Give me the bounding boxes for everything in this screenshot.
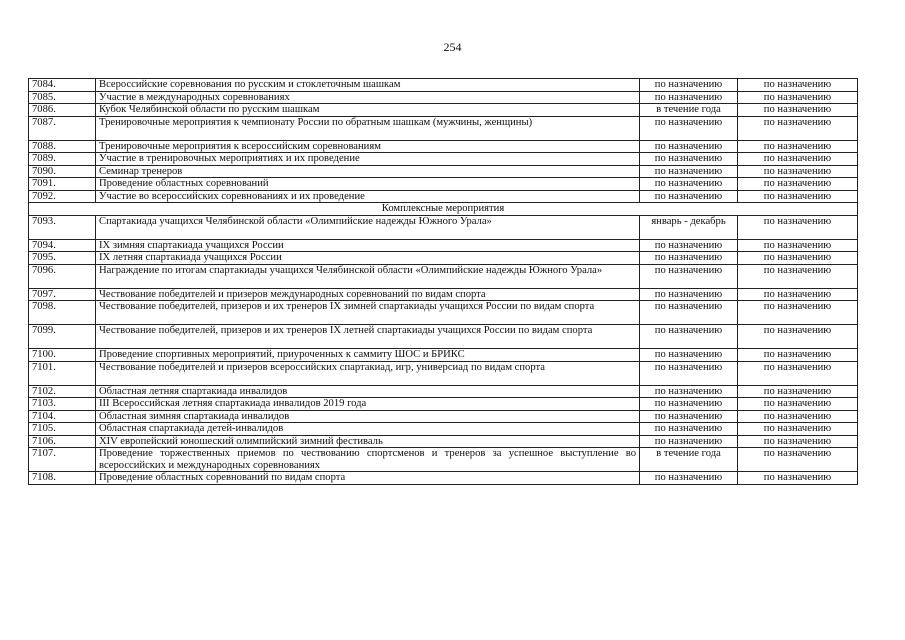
- table-row: [29, 288, 858, 301]
- row-number: 7104.: [29, 410, 96, 423]
- row-term: по назначению: [640, 165, 738, 178]
- row-funding-term: по назначению: [738, 288, 858, 301]
- row-title: XIV европейский юношеский олимпийский зимний фестиваль: [96, 435, 640, 448]
- row-term: по назначению: [640, 190, 738, 203]
- row-term: по назначению: [640, 153, 738, 166]
- table-row: [29, 398, 858, 411]
- row-number: 7096.: [29, 264, 96, 288]
- row-title: Участие в международных соревнованиях: [96, 91, 640, 104]
- row-number: 7107.: [29, 448, 96, 472]
- row-term: по назначению: [640, 398, 738, 411]
- row-term: по назначению: [640, 91, 738, 104]
- row-number: 7088.: [29, 140, 96, 153]
- table-row: [29, 325, 858, 349]
- row-term: по назначению: [640, 140, 738, 153]
- table-row: [29, 116, 858, 140]
- row-funding-term: по назначению: [738, 190, 858, 203]
- table-row: [29, 104, 858, 117]
- table-row: [29, 79, 858, 92]
- row-title: IX зимняя спартакиада учащихся России: [96, 239, 640, 252]
- row-number: 7084.: [29, 79, 96, 92]
- row-number: 7086.: [29, 104, 96, 117]
- row-funding-term: по назначению: [738, 140, 858, 153]
- table-row: [29, 472, 858, 485]
- page-number: 254: [443, 40, 462, 54]
- section-header-row: [29, 203, 858, 216]
- row-number: 7090.: [29, 165, 96, 178]
- row-funding-term: по назначению: [738, 91, 858, 104]
- row-funding-term: по назначению: [738, 239, 858, 252]
- row-funding-term: по назначению: [738, 178, 858, 191]
- row-title: Чествование победителей и призеров международных соревнований по видам спорта: [96, 288, 640, 301]
- row-title: Кубок Челябинской области по русским шашкам: [96, 104, 640, 117]
- row-funding-term: по назначению: [738, 448, 858, 472]
- table-row: [29, 361, 858, 385]
- row-funding-term: по назначению: [738, 349, 858, 362]
- row-term: по назначению: [640, 264, 738, 288]
- row-term: по назначению: [640, 349, 738, 362]
- row-number: 7092.: [29, 190, 96, 203]
- table-row: [29, 385, 858, 398]
- row-funding-term: по назначению: [738, 165, 858, 178]
- row-term: по назначению: [640, 423, 738, 436]
- events-table: [28, 78, 858, 485]
- row-funding-term: по назначению: [738, 215, 858, 239]
- row-term: по назначению: [640, 325, 738, 349]
- row-funding-term: по назначению: [738, 423, 858, 436]
- row-term: по назначению: [640, 116, 738, 140]
- table-row: [29, 91, 858, 104]
- row-number: 7108.: [29, 472, 96, 485]
- row-funding-term: по назначению: [738, 252, 858, 265]
- row-title: Награждение по итогам спартакиады учащихся Челябинской области «Олимпийские надежды Южного Урала»: [96, 264, 640, 288]
- row-term: по назначению: [640, 435, 738, 448]
- row-title: IX летняя спартакиада учащихся России: [96, 252, 640, 265]
- row-title: Всероссийские соревнования по русским и стоклеточным шашкам: [96, 79, 640, 92]
- row-funding-term: по назначению: [738, 325, 858, 349]
- row-number: 7097.: [29, 288, 96, 301]
- row-number: 7089.: [29, 153, 96, 166]
- table-row: [29, 448, 858, 472]
- row-number: 7106.: [29, 435, 96, 448]
- table-row: [29, 252, 858, 265]
- row-funding-term: по назначению: [738, 361, 858, 385]
- row-number: 7105.: [29, 423, 96, 436]
- row-number: 7101.: [29, 361, 96, 385]
- row-title: III Всероссийская летняя спартакиада инвалидов 2019 года: [96, 398, 640, 411]
- row-title: Областная зимняя спартакиада инвалидов: [96, 410, 640, 423]
- row-number: 7093.: [29, 215, 96, 239]
- table-row: [29, 239, 858, 252]
- table-row: [29, 264, 858, 288]
- row-funding-term: по назначению: [738, 410, 858, 423]
- row-funding-term: по назначению: [738, 104, 858, 117]
- row-funding-term: по назначению: [738, 153, 858, 166]
- row-term: январь - декабрь: [640, 215, 738, 239]
- row-title: Проведение торжественных приемов по чествованию спортсменов и тренеров за успешное выступление во всероссийских и международных соревнованиях: [96, 448, 640, 472]
- row-title: Тренировочные мероприятия к всероссийским соревнованиям: [96, 140, 640, 153]
- row-number: 7087.: [29, 116, 96, 140]
- row-number: 7098.: [29, 301, 96, 325]
- row-funding-term: по назначению: [738, 116, 858, 140]
- table-row: [29, 178, 858, 191]
- table-row: [29, 423, 858, 436]
- row-term: в течение года: [640, 448, 738, 472]
- row-title: Участие в тренировочных мероприятиях и их проведение: [96, 153, 640, 166]
- row-term: по назначению: [640, 472, 738, 485]
- row-funding-term: по назначению: [738, 472, 858, 485]
- row-term: по назначению: [640, 239, 738, 252]
- table-row: [29, 301, 858, 325]
- row-title: Семинар тренеров: [96, 165, 640, 178]
- row-term: по назначению: [640, 410, 738, 423]
- table-body-after: [29, 215, 858, 484]
- row-title: Тренировочные мероприятия к чемпионату России по обратным шашкам (мужчины, женщины): [96, 116, 640, 140]
- row-title: Чествование победителей и призеров всероссийских спартакиад, игр, универсиад по видам спорта: [96, 361, 640, 385]
- row-term: по назначению: [640, 252, 738, 265]
- table-row: [29, 215, 858, 239]
- row-title: Проведение спортивных мероприятий, приуроченных к саммиту ШОС и БРИКС: [96, 349, 640, 362]
- row-title: Чествование победителей, призеров и их тренеров IX зимней спартакиады учащихся России по видам спорта: [96, 301, 640, 325]
- row-funding-term: по назначению: [738, 398, 858, 411]
- row-funding-term: по назначению: [738, 435, 858, 448]
- row-number: 7085.: [29, 91, 96, 104]
- row-title: Проведение областных соревнований: [96, 178, 640, 191]
- row-term: по назначению: [640, 178, 738, 191]
- row-term: по назначению: [640, 301, 738, 325]
- row-term: по назначению: [640, 288, 738, 301]
- row-funding-term: по назначению: [738, 79, 858, 92]
- row-number: 7095.: [29, 252, 96, 265]
- row-number: 7099.: [29, 325, 96, 349]
- row-funding-term: по назначению: [738, 264, 858, 288]
- table-row: [29, 153, 858, 166]
- row-title: Участие во всероссийских соревнованиях и их проведение: [96, 190, 640, 203]
- table-row: [29, 140, 858, 153]
- row-term: по назначению: [640, 79, 738, 92]
- table-row: [29, 349, 858, 362]
- table-row: [29, 165, 858, 178]
- section-title: Комплексные мероприятия: [29, 203, 858, 216]
- row-term: по назначению: [640, 361, 738, 385]
- row-funding-term: по назначению: [738, 301, 858, 325]
- row-number: 7103.: [29, 398, 96, 411]
- row-number: 7094.: [29, 239, 96, 252]
- row-number: 7102.: [29, 385, 96, 398]
- row-number: 7091.: [29, 178, 96, 191]
- row-funding-term: по назначению: [738, 385, 858, 398]
- table-row: [29, 190, 858, 203]
- row-title: Чествование победителей, призеров и их тренеров IX летней спартакиады учащихся России по видам спорта: [96, 325, 640, 349]
- row-title: Спартакиада учащихся Челябинской области «Олимпийские надежды Южного Урала»: [96, 215, 640, 239]
- row-term: в течение года: [640, 104, 738, 117]
- row-term: по назначению: [640, 385, 738, 398]
- table-body-before: [29, 79, 858, 216]
- row-title: Областная летняя спартакиада инвалидов: [96, 385, 640, 398]
- row-title: Проведение областных соревнований по видам спорта: [96, 472, 640, 485]
- table-row: [29, 435, 858, 448]
- table-row: [29, 410, 858, 423]
- row-number: 7100.: [29, 349, 96, 362]
- row-title: Областная спартакиада детей-инвалидов: [96, 423, 640, 436]
